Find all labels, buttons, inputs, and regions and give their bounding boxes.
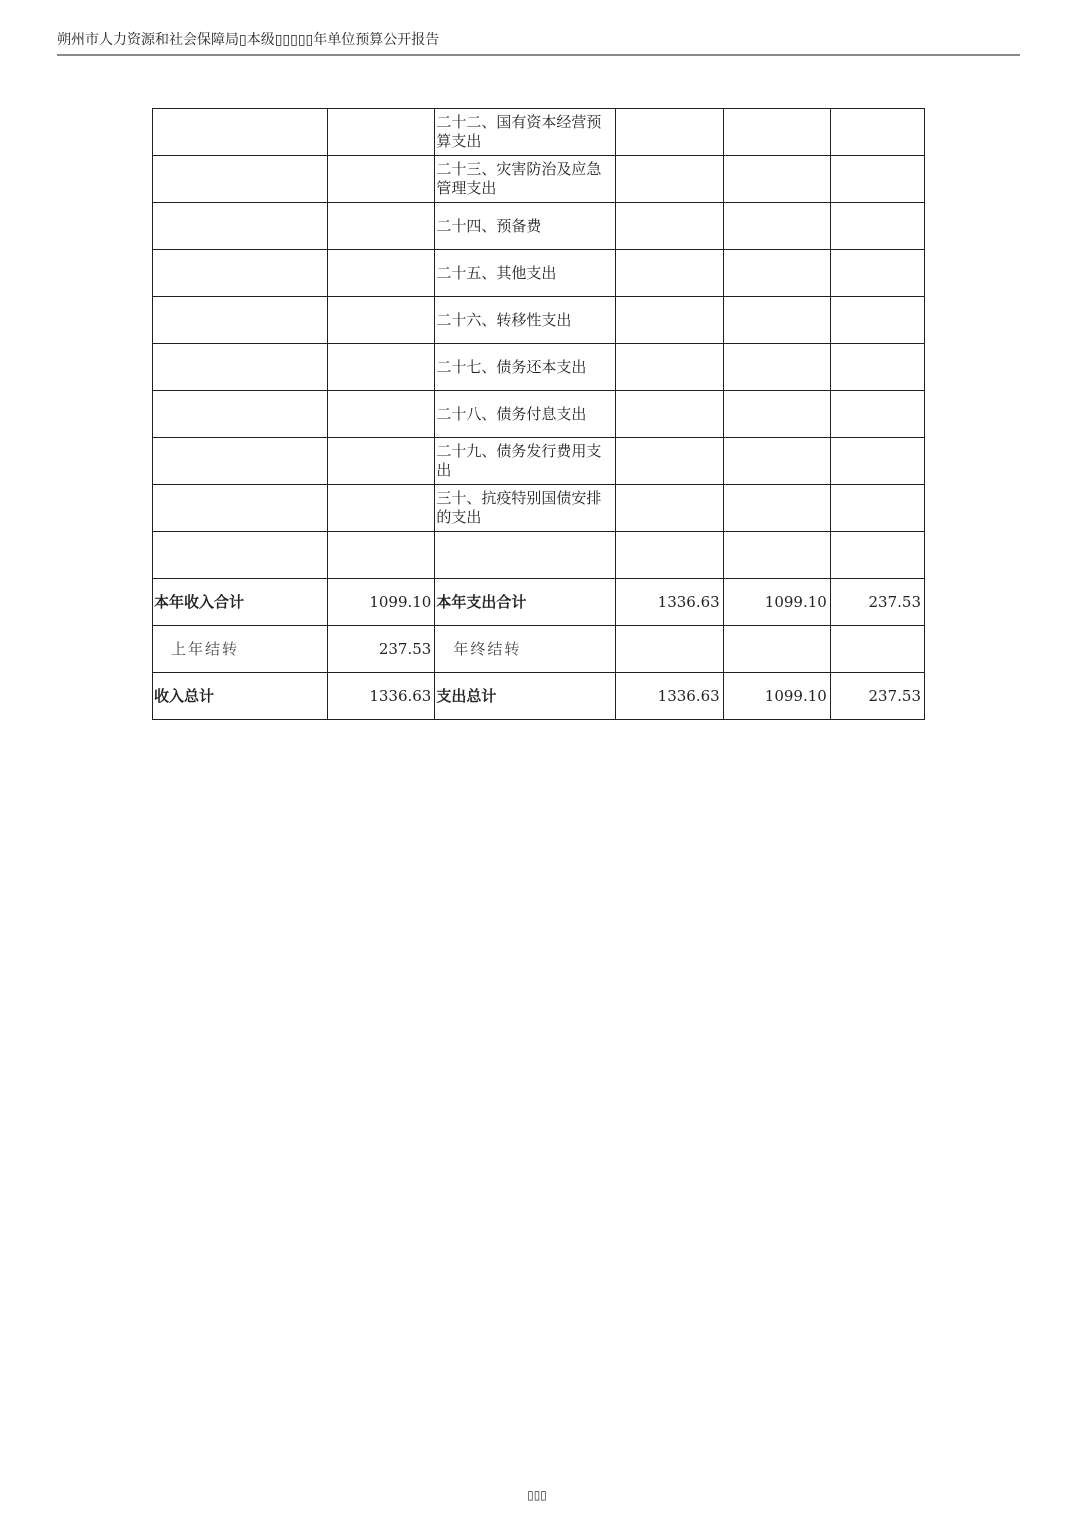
table-row: [153, 391, 925, 438]
expense-other-cell: [830, 109, 924, 156]
expense-total-cell: [615, 532, 723, 579]
expense-total-cell: [615, 344, 723, 391]
expense-other-cell: [830, 485, 924, 532]
expense-total-cell: [615, 391, 723, 438]
expense-other-cell: [830, 297, 924, 344]
income-item-cell: [153, 391, 328, 438]
expense-general-cell: [723, 532, 830, 579]
page-header: [57, 30, 1020, 56]
expense-item-cell: 二十八、债务付息支出: [435, 391, 615, 438]
year-expense-total-label: 本年支出合计: [435, 579, 615, 626]
grand-total-row: [153, 673, 925, 720]
expense-general-cell: [723, 250, 830, 297]
income-grand-total-label: 收入总计: [153, 673, 328, 720]
year-end-carryover-other: [830, 626, 924, 673]
income-amount-cell: [328, 250, 435, 297]
expense-grand-other-amount: 237.53: [830, 673, 924, 720]
expense-item-cell: 二十九、债务发行费用支出: [435, 438, 615, 485]
expense-total-cell: [615, 203, 723, 250]
income-amount-cell: [328, 532, 435, 579]
income-item-cell: [153, 203, 328, 250]
table-row: [153, 156, 925, 203]
income-item-cell: [153, 297, 328, 344]
year-end-carryover-total: [615, 626, 723, 673]
income-grand-total-amount: 1336.63: [328, 673, 435, 720]
expense-item-cell: 二十三、灾害防治及应急管理支出: [435, 156, 615, 203]
table-row: [153, 109, 925, 156]
expense-item-cell: 三十、抗疫特别国债安排的支出: [435, 485, 615, 532]
expense-item-cell: 二十四、预备费: [435, 203, 615, 250]
expense-grand-total-label: 支出总计: [435, 673, 615, 720]
table-row: [153, 344, 925, 391]
table-row: [153, 438, 925, 485]
year-expense-other-amount: 237.53: [830, 579, 924, 626]
income-item-cell: [153, 438, 328, 485]
income-item-cell: [153, 156, 328, 203]
year-end-carryover-label: 年终结转: [435, 626, 615, 673]
expense-other-cell: [830, 250, 924, 297]
expense-item-cell: 二十六、转移性支出: [435, 297, 615, 344]
expense-total-cell: [615, 250, 723, 297]
expense-item-cell: 二十二、国有资本经营预算支出: [435, 109, 615, 156]
expense-general-cell: [723, 485, 830, 532]
income-item-cell: [153, 109, 328, 156]
table-row: [153, 297, 925, 344]
expense-general-cell: [723, 344, 830, 391]
table-row: [153, 250, 925, 297]
income-item-cell: [153, 250, 328, 297]
expense-total-cell: [615, 297, 723, 344]
income-amount-cell: [328, 109, 435, 156]
income-amount-cell: [328, 391, 435, 438]
prior-year-carryover-label: 上年结转: [153, 626, 328, 673]
page-number: ▯▯▯: [527, 1488, 547, 1502]
income-item-cell: [153, 532, 328, 579]
income-amount-cell: [328, 344, 435, 391]
income-amount-cell: [328, 297, 435, 344]
year-expense-general-amount: 1099.10: [723, 579, 830, 626]
income-amount-cell: [328, 485, 435, 532]
expense-general-cell: [723, 203, 830, 250]
expense-other-cell: [830, 156, 924, 203]
expense-other-cell: [830, 203, 924, 250]
expense-grand-total-amount: 1336.63: [615, 673, 723, 720]
expense-total-cell: [615, 156, 723, 203]
expense-item-cell: 二十五、其他支出: [435, 250, 615, 297]
expense-grand-general-amount: 1099.10: [723, 673, 830, 720]
expense-total-cell: [615, 485, 723, 532]
expense-general-cell: [723, 391, 830, 438]
income-amount-cell: [328, 203, 435, 250]
expense-general-cell: [723, 438, 830, 485]
income-amount-cell: [328, 438, 435, 485]
expense-general-cell: [723, 109, 830, 156]
page-header-title: 朔州市人力资源和社会保障局▯本级▯▯▯▯▯年单位预算公开报告: [57, 32, 440, 48]
expense-total-cell: [615, 438, 723, 485]
carryover-row: [153, 626, 925, 673]
table-row: [153, 532, 925, 579]
expense-general-cell: [723, 156, 830, 203]
expense-item-cell: 二十七、债务还本支出: [435, 344, 615, 391]
income-item-cell: [153, 344, 328, 391]
budget-table: [152, 108, 925, 720]
expense-total-cell: [615, 109, 723, 156]
income-amount-cell: [328, 156, 435, 203]
expense-general-cell: [723, 297, 830, 344]
expense-other-cell: [830, 532, 924, 579]
year-total-row: [153, 579, 925, 626]
year-income-total-amount: 1099.10: [328, 579, 435, 626]
year-income-total-label: 本年收入合计: [153, 579, 328, 626]
year-end-carryover-general: [723, 626, 830, 673]
expense-other-cell: [830, 391, 924, 438]
income-item-cell: [153, 485, 328, 532]
table-row: [153, 485, 925, 532]
prior-year-carryover-amount: 237.53: [328, 626, 435, 673]
expense-other-cell: [830, 344, 924, 391]
expense-item-cell: [435, 532, 615, 579]
year-expense-total-amount: 1336.63: [615, 579, 723, 626]
table-row: [153, 203, 925, 250]
expense-other-cell: [830, 438, 924, 485]
